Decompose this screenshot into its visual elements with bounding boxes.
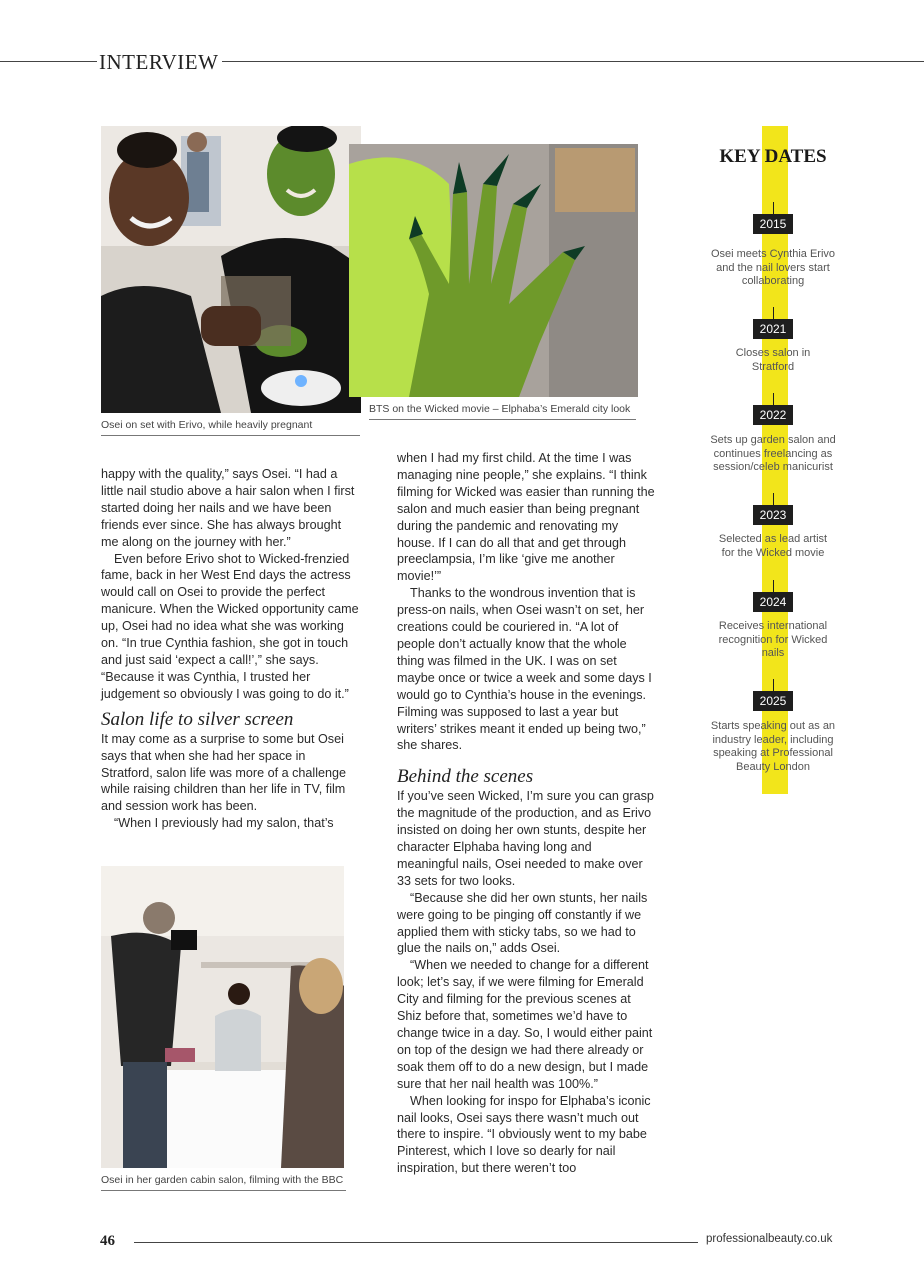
paragraph: When looking for inspo for Elphaba’s iconic nail looks, Osei says there wasn’t much out there to inspire. “I obviously went to my babe Pinterest, which I love so dearly for nail inspiration, but there weren’t too	[397, 1093, 651, 1176]
paragraph: “When we needed to change for a different look; let’s say, if we were filming for Emerald City and filming for the previous scenes at Shiz before that, sometimes we’d have to change twice in a day. So, I would either paint on top of the design we had there already or soak them off to do a new design, but I made sure that her nail health was 100%.”	[397, 958, 653, 1091]
subheading: Salon life to silver screen	[101, 708, 294, 730]
key-date-description: Selected as lead artist for the Wicked movie	[718, 533, 828, 559]
year-badge: 2022	[753, 405, 793, 425]
footer-rule	[134, 1242, 698, 1243]
paragraph: Thanks to the wondrous invention that is press-on nails, when Osei wasn’t on set, her creations could be couriered in. “A lot of people don’t actually know that the whole thing was filmed in the UK. I was on set maybe once or twice a week and some days I would go to Cynthia’s house in the evenings. Filming was supposed to last a year but writers’ strikes meant it ended up being two,” she shares.	[397, 586, 652, 753]
timeline-tick	[773, 393, 774, 405]
paragraph: happy with the quality,” says Osei. “I had a little nail studio above a hair salon when I first started doing her nails and we have been friends ever since. She has always brought me along on the journey with her.”	[101, 467, 355, 549]
year-badge: 2015	[753, 214, 793, 234]
year-badge: 2024	[753, 592, 793, 612]
key-date-description: Closes salon in Stratford	[735, 347, 811, 373]
article-column-1	[101, 466, 359, 832]
photo-cabin-salon	[101, 866, 344, 1168]
photo-caption: BTS on the Wicked movie – Elphaba’s Emerald city look	[369, 403, 636, 420]
photo-elphaba-hand	[349, 144, 638, 397]
section-label: INTERVIEW	[97, 50, 222, 74]
key-date-description: Starts speaking out as an industry leader, including speaking at Professional Beauty London	[710, 720, 836, 773]
timeline-tick	[773, 679, 774, 691]
paragraph: when I had my first child. At the time I was managing nine people,” she explains. “I think filming for Wicked was easier than running the salon and much easier than being pregnant during the pandemic and renovating my house. If I can do all that and get through preeclampsia, I’m like ‘give me another movie!’”	[397, 451, 655, 584]
key-date-description: Sets up garden salon and continues freelancing as session/celeb manicurist	[710, 434, 836, 474]
timeline-tick	[773, 493, 774, 505]
paragraph: It may come as a surprise to some but Osei says that when she had her space in Stratford, salon life was more of a challenge while raising children than her life in TV, film and session work has been.	[101, 731, 347, 814]
key-date-description: Osei meets Cynthia Erivo and the nail lovers start collaborating	[710, 248, 836, 288]
page-number: 46	[100, 1233, 115, 1249]
key-date-description: Receives international recognition for Wicked nails	[718, 620, 828, 660]
photo-caption: Osei on set with Erivo, while heavily pregnant	[101, 419, 360, 436]
year-badge: 2023	[753, 505, 793, 525]
paragraph: If you’ve seen Wicked, I’m sure you can grasp the magnitude of the production, and as Erivo insisted on doing her own stunts, despite her character Elphaba having long and meaningful nails, Osei needed to make over 33 sets for two looks.	[397, 789, 654, 888]
subheading: Behind the scenes	[397, 766, 534, 788]
paragraph: “When I previously had my salon, that’s	[114, 816, 334, 831]
year-badge: 2025	[753, 691, 793, 711]
photo-caption: Osei in her garden cabin salon, filming with the BBC	[101, 1174, 346, 1191]
photo-osei-with-erivo	[101, 126, 361, 413]
timeline-tick	[773, 202, 774, 214]
paragraph: “Because she did her own stunts, her nails were going to be pinging off constantly if we applied them with sticky tabs, so we had to glue the nails on,” adds Osei.	[397, 890, 648, 956]
paragraph: Even before Erivo shot to Wicked-frenzied fame, back in her West End days the actress would call on Osei to provide the perfect manicure. When the Wicked opportunity came up, Osei had no idea what she was working on. “In true Cynthia fashion, she got in touch and just said ‘expect a call!’,” she says. “Because it was Cynthia, I trusted her judgement so obviously I was going to do it.”	[101, 551, 359, 701]
article-column-2	[397, 450, 655, 1177]
timeline-tick	[773, 580, 774, 592]
timeline-tick	[773, 307, 774, 319]
key-dates-title: KEY DATES	[719, 146, 827, 167]
website-link[interactable]: professionalbeauty.co.uk	[706, 1233, 833, 1245]
year-badge: 2021	[753, 319, 793, 339]
